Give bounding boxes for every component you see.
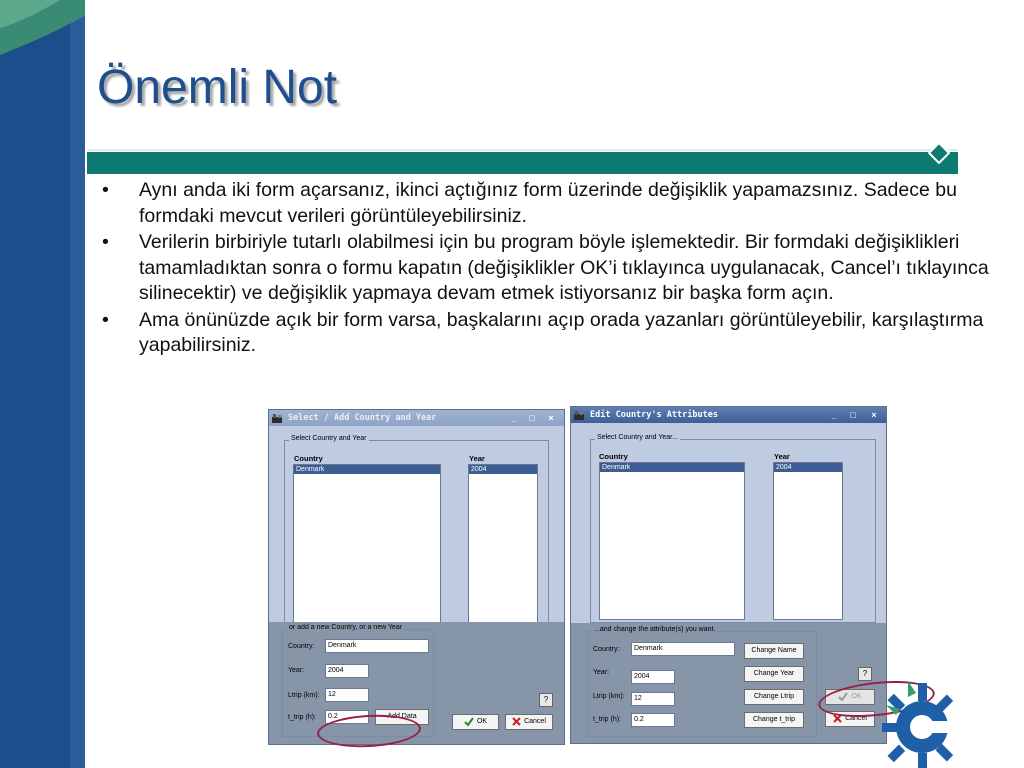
bullet-marker: • [102,308,109,331]
maximize-button[interactable]: □ [850,410,856,420]
change-ltrip-button[interactable]: Change Ltrip [744,689,804,705]
window-titlebar[interactable] [269,410,564,426]
maximize-button[interactable]: □ [529,413,535,423]
group-label: ...and change the attribute(s) you want. [594,626,716,633]
change-name-button[interactable]: Change Name [744,643,804,659]
app-icon [271,412,283,424]
slide-title: Önemli Not [97,61,338,114]
change-t-trip-button[interactable]: Change t_trip [744,712,804,728]
bullet-item [102,308,1002,359]
country-list-item[interactable]: Denmark [294,465,440,474]
group-label: Select Country and Year... [597,434,678,441]
cancel-label: Cancel [524,718,546,725]
country-field[interactable]: Denmark [631,642,735,656]
bullet-text: Aynı anda iki form açarsanız, ikinci açtığınız form üzerinde değişiklik yapamazsınız. Sadece bu formdaki mevcut verileri görüntüleyebilirsiniz. [139,179,957,227]
ltrip-field[interactable]: 12 [631,692,675,706]
year-listbox[interactable] [773,462,843,620]
country-label: Country: [593,646,620,653]
group-label: Select Country and Year [291,435,367,442]
year-label: Year: [593,669,610,676]
year-field[interactable]: 2004 [325,664,369,678]
country-column-header: Country [599,452,628,461]
ok-button[interactable] [452,714,499,730]
change-year-button[interactable]: Change Year [744,666,804,682]
close-button[interactable]: × [871,410,877,420]
help-button[interactable]: ? [858,667,872,681]
country-listbox[interactable] [293,464,441,624]
group-label: or add a new Country, or a new Year [289,624,403,631]
select-country-year-group [284,435,549,625]
minimize-button[interactable]: _ [511,413,517,423]
add-data-button[interactable]: Add Data [375,709,429,725]
year-column-header: Year [469,454,485,463]
cancel-button[interactable] [505,714,553,730]
bullet-marker: • [102,179,109,201]
select-country-year-group [590,434,876,623]
diamond-icon [928,142,950,164]
ltrip-field[interactable]: 12 [325,688,369,702]
year-field[interactable]: 2004 [631,670,675,684]
ok-label: OK [851,693,862,700]
ok-label: OK [476,718,488,725]
title-rule [87,152,958,174]
bullet-item [102,230,1002,307]
year-list-item[interactable]: 2004 [774,463,842,472]
year-listbox[interactable] [468,464,538,624]
bullet-text: Verilerin birbiriyle tutarlı olabilmesi için bu program böyle işlemektedir. Bir formdaki değişiklikleri tamamladıktan sonra o formu kapatın (değişiklikler OK’i tıklayınca uygulanacak, Cancel’ı tıklayınca silinecektir) ve değişiklik yapmaya devam etmek istiyorsanız bir başka form açın. [139,231,989,304]
bullet-item [102,178,1002,229]
window-title: Select / Add Country and Year [288,413,437,423]
left-decorative-bar [0,0,85,768]
bullet-list [102,178,1002,360]
x-icon [512,717,521,726]
country-list-item[interactable]: Denmark [600,463,744,472]
help-button[interactable]: ? [539,693,553,707]
bullet-text: Ama önünüzde açık bir form varsa, başkalarını açıp orada yazanları görüntüleyebilir, karşılaştırma yapabilirsiniz. [139,308,984,356]
country-listbox[interactable] [599,462,745,620]
year-list-item[interactable]: 2004 [469,465,537,474]
year-column-header: Year [774,452,790,461]
app-icon [573,409,585,421]
window-titlebar[interactable] [571,407,886,423]
checkmark-icon [464,717,474,726]
close-button[interactable]: × [548,413,554,423]
ltrip-label: Ltrip (km): [593,693,625,700]
ltrip-label: Ltrip (km): [288,692,320,699]
minimize-button[interactable]: _ [831,410,837,420]
year-label: Year: [288,667,305,674]
t-trip-field[interactable]: 0.2 [631,713,675,727]
country-label: Country: [288,643,315,650]
bullet-marker: • [102,231,109,253]
cancel-label: Cancel [845,715,867,722]
title-rule-highlight [87,149,958,151]
country-field[interactable]: Denmark [325,639,429,653]
country-column-header: Country [294,454,323,463]
window-title: Edit Country's Attributes [590,410,718,420]
t-trip-field[interactable]: 0.2 [325,710,369,724]
t-trip-label: t_trip (h): [288,714,317,721]
t-trip-label: t_trip (h): [593,716,622,723]
gear-logo-icon [878,675,958,768]
select-add-window [268,409,565,745]
